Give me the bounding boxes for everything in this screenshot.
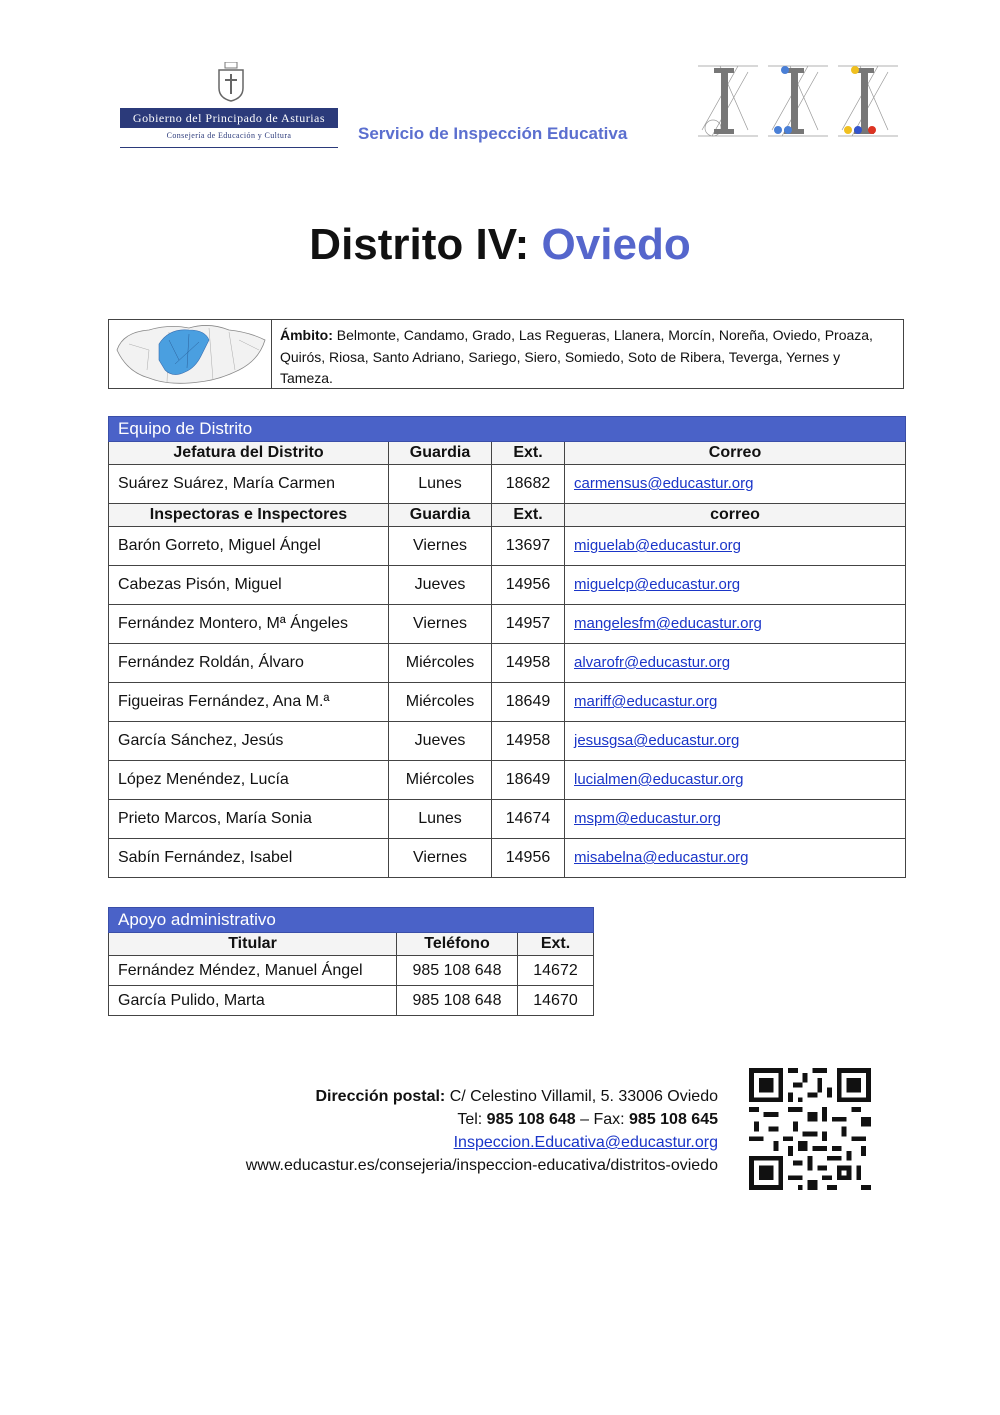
- guardia-day: Viernes: [389, 839, 492, 878]
- qr-code-icon[interactable]: [749, 1068, 871, 1190]
- sie-logo-icon: [698, 60, 898, 142]
- phone: 985 108 648: [397, 956, 518, 986]
- email-link[interactable]: misabelna@educastur.org: [574, 849, 749, 866]
- person-name: Barón Gorreto, Miguel Ángel: [109, 527, 389, 566]
- address-label: Dirección postal:: [315, 1088, 446, 1105]
- col-header: correo: [565, 504, 906, 527]
- guardia-day: Miércoles: [389, 644, 492, 683]
- government-name: Gobierno del Principado de Asturias: [120, 108, 338, 128]
- table-row: [109, 644, 906, 683]
- guardia-day: Viernes: [389, 527, 492, 566]
- table-row: [109, 465, 906, 504]
- ambito-municipalities: Belmonte, Candamo, Grado, Las Regueras, Llanera, Morcín, Noreña, Oviedo, Proaza, Quirós, Riosa, Santo Adriano, Sariego, Siero, Somiedo, Soto de Ribera, Teverga, Yernes y Tameza.: [280, 327, 873, 386]
- person-name: García Pulido, Marta: [109, 986, 397, 1016]
- footer-contact: [200, 1085, 718, 1177]
- email-link[interactable]: mspm@educastur.org: [574, 810, 721, 827]
- title-prefix: Distrito IV:: [309, 220, 542, 269]
- extension: 14957: [492, 605, 565, 644]
- ambito-label: Ámbito:: [280, 327, 333, 343]
- asturias-crest-icon: [215, 62, 247, 102]
- extension: 13697: [492, 527, 565, 566]
- website-url: www.educastur.es/consejeria/inspeccion-educativa/distritos-oviedo: [245, 1157, 718, 1174]
- person-name: Figueiras Fernández, Ana M.ª: [109, 683, 389, 722]
- guardia-day: Jueves: [389, 566, 492, 605]
- email-link[interactable]: miguelcp@educastur.org: [574, 576, 741, 593]
- email-link[interactable]: jesusgsa@educastur.org: [574, 732, 740, 749]
- person-name: García Sánchez, Jesús: [109, 722, 389, 761]
- email-link[interactable]: mariff@educastur.org: [574, 693, 718, 710]
- person-name: Suárez Suárez, María Carmen: [109, 465, 389, 504]
- table-row: [109, 527, 906, 566]
- fax-label: – Fax:: [575, 1111, 630, 1128]
- table-row: [109, 605, 906, 644]
- table-row: [109, 956, 594, 986]
- extension: 14958: [492, 644, 565, 683]
- col-header: Ext.: [518, 933, 594, 956]
- person-name: Fernández Méndez, Manuel Ángel: [109, 956, 397, 986]
- extension: 14956: [492, 566, 565, 605]
- extension: 18649: [492, 761, 565, 800]
- table-row: [109, 683, 906, 722]
- email-link[interactable]: alvarofr@educastur.org: [574, 654, 731, 671]
- extension: 14670: [518, 986, 594, 1016]
- col-header: Inspectoras e Inspectores: [109, 504, 389, 527]
- tel-number: 985 108 648: [486, 1111, 576, 1128]
- phone-line: [200, 1108, 718, 1131]
- address-text: C/ Celestino Villamil, 5. 33006 Oviedo: [445, 1088, 718, 1105]
- col-header: Correo: [565, 442, 906, 465]
- col-header: Guardia: [389, 442, 492, 465]
- phone: 985 108 648: [397, 986, 518, 1016]
- title-city: Oviedo: [541, 220, 691, 269]
- guardia-day: Viernes: [389, 605, 492, 644]
- equipo-table: [108, 416, 906, 878]
- table-row: [109, 722, 906, 761]
- guardia-day: Jueves: [389, 722, 492, 761]
- tel-label: Tel:: [457, 1111, 487, 1128]
- person-name: Prieto Marcos, María Sonia: [109, 800, 389, 839]
- guardia-day: Miércoles: [389, 683, 492, 722]
- ambito-text: [280, 325, 890, 390]
- equipo-title: Equipo de Distrito: [109, 417, 906, 442]
- person-name: Cabezas Pisón, Miguel: [109, 566, 389, 605]
- table-row: [109, 800, 906, 839]
- table-row: [109, 761, 906, 800]
- col-header: Titular: [109, 933, 397, 956]
- department-name: Consejería de Educación y Cultura: [120, 129, 338, 148]
- extension: 18649: [492, 683, 565, 722]
- table-row: [109, 986, 594, 1016]
- apoyo-table: [108, 907, 594, 1016]
- col-header: Ext.: [492, 504, 565, 527]
- email-link[interactable]: miguelab@educastur.org: [574, 537, 741, 554]
- extension: 14958: [492, 722, 565, 761]
- person-name: Fernández Roldán, Álvaro: [109, 644, 389, 683]
- col-header: Jefatura del Distrito: [109, 442, 389, 465]
- extension: 14674: [492, 800, 565, 839]
- page-title: [0, 220, 1000, 270]
- col-header: Ext.: [492, 442, 565, 465]
- ambito-box: [108, 319, 904, 389]
- col-header: Guardia: [389, 504, 492, 527]
- extension: 18682: [492, 465, 565, 504]
- extension: 14672: [518, 956, 594, 986]
- district-map-icon: [109, 320, 272, 388]
- table-row: [109, 839, 906, 878]
- email-link[interactable]: lucialmen@educastur.org: [574, 771, 744, 788]
- person-name: Fernández Montero, Mª Ángeles: [109, 605, 389, 644]
- guardia-day: Lunes: [389, 800, 492, 839]
- person-name: Sabín Fernández, Isabel: [109, 839, 389, 878]
- contact-email-link[interactable]: Inspeccion.Educativa@educastur.org: [453, 1134, 718, 1151]
- fax-number: 985 108 645: [629, 1111, 718, 1128]
- person-name: López Menéndez, Lucía: [109, 761, 389, 800]
- postal-address: [200, 1085, 718, 1108]
- email-link[interactable]: carmensus@educastur.org: [574, 475, 754, 492]
- guardia-day: Lunes: [389, 465, 492, 504]
- apoyo-title: Apoyo administrativo: [109, 908, 594, 933]
- service-title: Servicio de Inspección Educativa: [358, 124, 628, 143]
- col-header: Teléfono: [397, 933, 518, 956]
- table-row: [109, 566, 906, 605]
- email-link[interactable]: mangelesfm@educastur.org: [574, 615, 762, 632]
- extension: 14956: [492, 839, 565, 878]
- guardia-day: Miércoles: [389, 761, 492, 800]
